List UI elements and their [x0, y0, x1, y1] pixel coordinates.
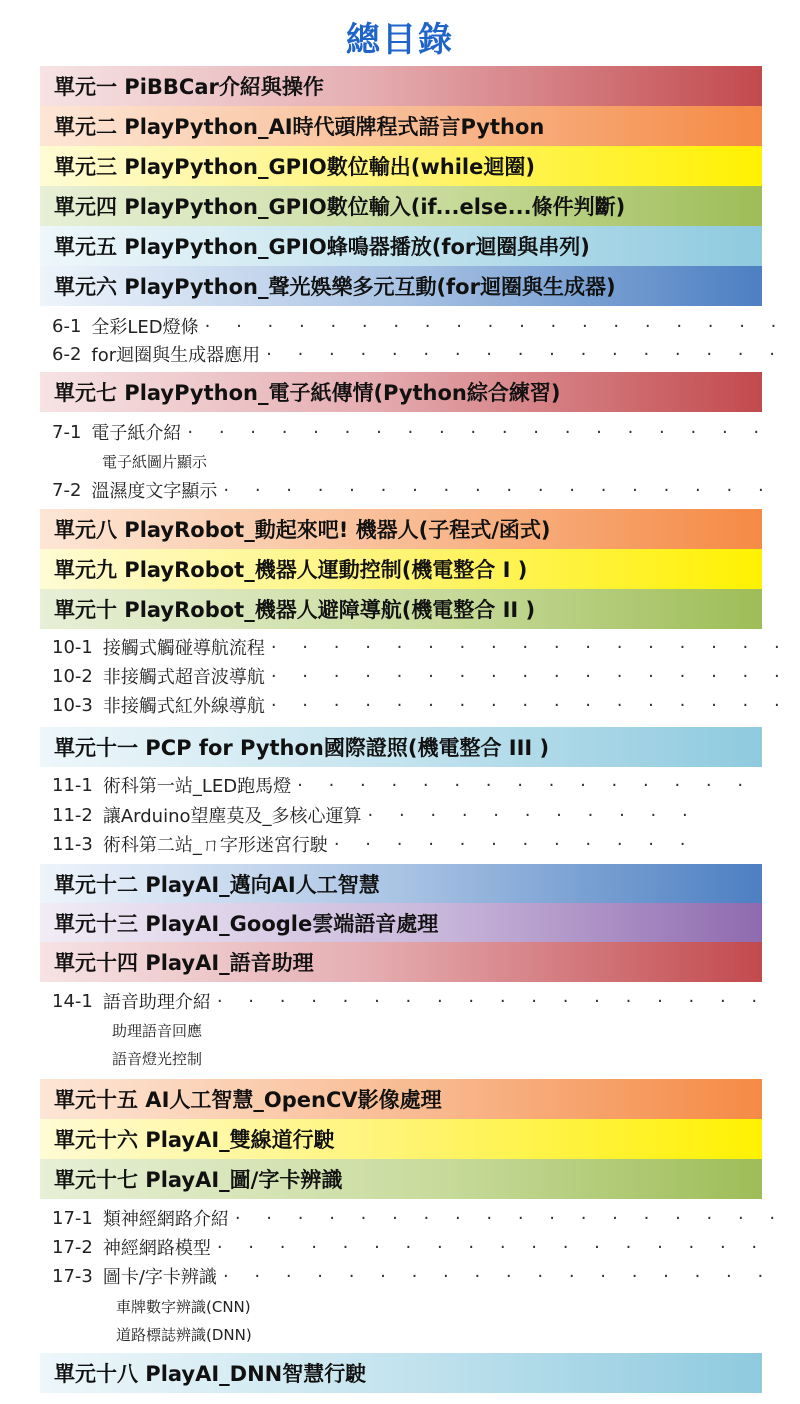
unit-band-18: 單元十八 PlayAI_DNN智慧行駛	[40, 1353, 762, 1393]
toc-subitem: 助理語音回應	[112, 1022, 203, 1040]
toc-item-10-1	[52, 634, 790, 660]
item-title: 溫濕度文字顯示	[91, 481, 218, 502]
item-title: 語音助理介紹	[102, 992, 211, 1013]
item-number: 10-2	[52, 665, 93, 687]
unit-band-2: 單元二 PlayPython_AI時代頭牌程式語言Python	[40, 106, 762, 146]
unit-band-4: 單元四 PlayPython_GPIO數位輸入(if...else...條件判斷)	[40, 186, 762, 226]
unit-band-3: 單元三 PlayPython_GPIO數位輸出(while迴圈)	[40, 146, 762, 186]
toc-item-6-2	[52, 341, 785, 367]
toc-item-17-1	[52, 1205, 785, 1231]
item-title: 圖卡/字卡辨識	[102, 1267, 217, 1288]
item-number: 11-1	[52, 774, 93, 796]
unit-band-7: 單元七 PlayPython_電子紙傳情(Python綜合練習)	[40, 372, 762, 412]
leader-dots: · · · · · · · · · · · ·	[333, 833, 696, 855]
toc-item-10-3	[52, 692, 790, 718]
leader-dots: · · · · · · · · · · · · · · · · · · ·	[187, 421, 770, 443]
item-number: 17-3	[52, 1265, 93, 1287]
item-title: 非接觸式超音波導航	[102, 667, 265, 688]
leader-dots: · · · · · · · · · · · · · · · · · ·	[234, 1207, 786, 1229]
item-title: 神經網路模型	[102, 1238, 211, 1259]
unit-band-13: 單元十三 PlayAI_Google雲端語音處理	[40, 903, 762, 943]
leader-dots: · · · · · · · · · · · · · · · · ·	[266, 343, 785, 365]
toc-item-14-1	[52, 988, 767, 1014]
item-number: 6-2	[52, 343, 82, 365]
leader-dots: · · · · · · · · · · · · · · · · ·	[270, 694, 790, 716]
unit-band-12: 單元十二 PlayAI_邁向AI人工智慧	[40, 864, 762, 904]
item-number: 10-1	[52, 636, 93, 658]
page-title: 總目錄	[346, 20, 454, 60]
leader-dots: · · · · · · · · · · · · · · · · · ·	[216, 990, 768, 1012]
unit-band-5: 單元五 PlayPython_GPIO蜂鳴器播放(for迴圈與串列)	[40, 226, 762, 266]
toc-item-11-1	[52, 772, 753, 798]
item-title: 電子紙介紹	[91, 423, 182, 444]
leader-dots: · · · · · · · · · · · · · · · · ·	[270, 665, 790, 687]
unit-band-17: 單元十七 PlayAI_圖/字卡辨識	[40, 1159, 762, 1199]
leader-dots: · · · · · · · · · · · · · · · · · ·	[216, 1236, 768, 1258]
unit-band-1: 單元一 PiBBCar介紹與操作	[40, 66, 762, 106]
item-number: 17-1	[52, 1207, 93, 1229]
item-number: 7-2	[52, 479, 82, 501]
item-title: 非接觸式紅外線導航	[102, 696, 265, 717]
leader-dots: · · · · · · · · · · ·	[367, 804, 698, 826]
item-title: 接觸式觸碰導航流程	[102, 638, 265, 659]
unit-band-16: 單元十六 PlayAI_雙線道行駛	[40, 1119, 762, 1159]
item-number: 6-1	[52, 315, 82, 337]
leader-dots: · · · · · · · · · · · · · · · · · ·	[223, 479, 774, 501]
toc-item-10-2	[52, 663, 790, 689]
item-number: 17-2	[52, 1236, 93, 1258]
leader-dots: · · · · · · · · · · · · · · · · · ·	[222, 1265, 774, 1287]
unit-band-10: 單元十 PlayRobot_機器人避障導航(機電整合 II )	[40, 589, 762, 629]
toc-item-17-3	[52, 1263, 773, 1289]
toc-subitem: 語音燈光控制	[112, 1050, 203, 1068]
toc-subitem: 車牌數字辨識(CNN)	[116, 1298, 251, 1316]
toc-subitem: 道路標誌辨識(DNN)	[116, 1326, 252, 1344]
toc-item-7-1	[52, 419, 769, 445]
toc-item-11-3	[52, 831, 695, 857]
item-title: 類神經網路介紹	[102, 1209, 229, 1230]
leader-dots: · · · · · · · · · · · · · · ·	[297, 774, 754, 796]
item-number: 7-1	[52, 421, 82, 443]
unit-band-11: 單元十一 PCP for Python國際證照(機電整合 III )	[40, 727, 762, 767]
toc-item-7-2	[52, 477, 774, 503]
unit-band-6: 單元六 PlayPython_聲光娛樂多元互動(for迴圈與生成器)	[40, 266, 762, 306]
unit-band-9: 單元九 PlayRobot_機器人運動控制(機電整合 I )	[40, 549, 762, 589]
item-title: for迴圈與生成器應用	[91, 345, 261, 366]
leader-dots: · · · · · · · · · · · · · · · · · · ·	[204, 315, 787, 337]
item-number: 14-1	[52, 990, 93, 1012]
unit-band-8: 單元八 PlayRobot_動起來吧! 機器人(子程式/函式)	[40, 509, 762, 549]
item-number: 11-2	[52, 804, 93, 826]
item-title: 全彩LED燈條	[91, 317, 199, 338]
unit-band-14: 單元十四 PlayAI_語音助理	[40, 942, 762, 982]
toc-item-11-2	[52, 802, 698, 828]
item-number: 11-3	[52, 833, 93, 855]
item-number: 10-3	[52, 694, 93, 716]
unit-band-15: 單元十五 AI人工智慧_OpenCV影像處理	[40, 1079, 762, 1119]
toc-subitem: 電子紙圖片顯示	[102, 453, 208, 471]
item-title: 讓Arduino望塵莫及_多核心運算	[102, 806, 362, 827]
leader-dots: · · · · · · · · · · · · · · · · ·	[270, 636, 790, 658]
item-title: 術科第二站_ㄇ字形迷宮行駛	[102, 835, 328, 856]
toc-item-6-1	[52, 313, 786, 339]
toc-item-17-2	[52, 1234, 767, 1260]
item-title: 術科第一站_LED跑馬燈	[102, 776, 292, 797]
